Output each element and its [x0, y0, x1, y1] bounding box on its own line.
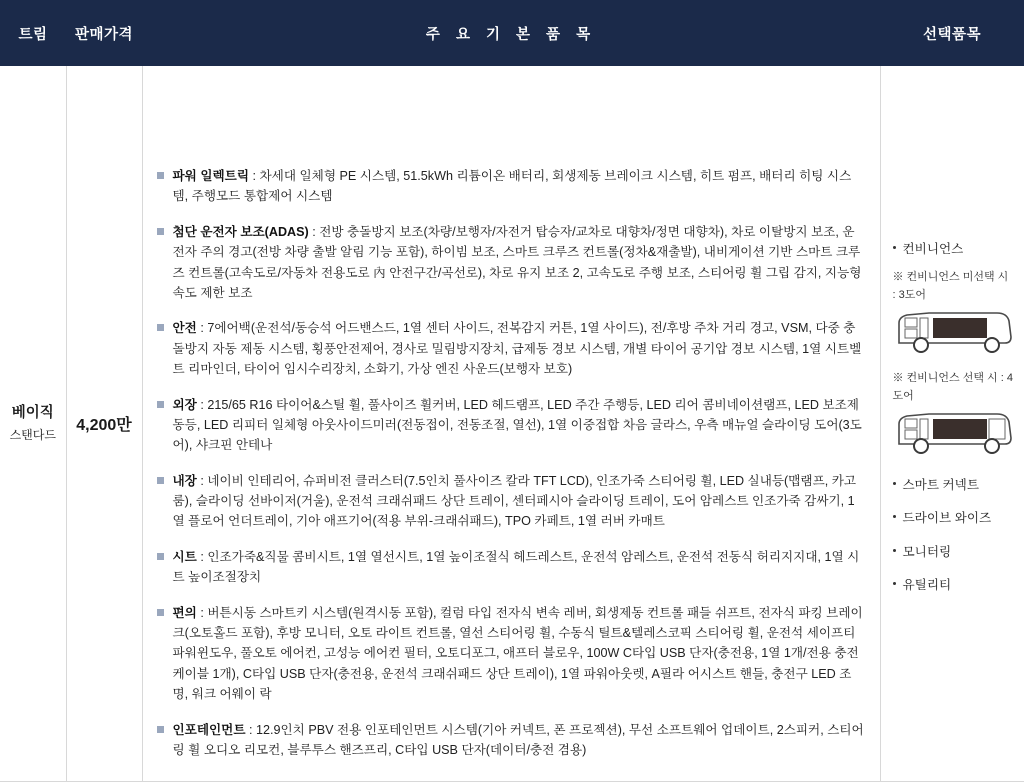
feature-item	[157, 222, 866, 304]
main-features-cell	[142, 66, 880, 782]
dot-bullet-icon	[893, 582, 896, 585]
square-bullet-icon	[157, 477, 164, 484]
trim-subname: 스탠다드	[9, 428, 56, 443]
table-header-row	[0, 0, 1024, 66]
feature-list	[157, 166, 866, 760]
header-option: 선택품목	[880, 0, 1024, 66]
van-3door-figure	[893, 307, 1015, 360]
price-cell: 4,200만	[66, 66, 142, 782]
feature-item	[157, 471, 866, 532]
feature-item	[157, 166, 866, 207]
square-bullet-icon	[157, 609, 164, 616]
feature-item	[157, 318, 866, 379]
square-bullet-icon	[157, 324, 164, 331]
feature-item	[157, 547, 866, 588]
feature-category: 인포테인먼트	[172, 722, 246, 737]
feature-category: 외장	[172, 397, 197, 412]
trim-cell	[0, 66, 66, 782]
feature-category: 시트	[172, 549, 197, 564]
feature-text: : 7에어백(운전석/동승석 어드밴스드, 1열 센터 사이드, 전복감지 커튼, 1열 사이드), 전/후방 주차 거리 경고, VSM, 다중 충돌방지 자동 제동 시스템, 횡풍안전제어, 경사로 밀림방지장치, 급제동 경보 시스템, 개별 타이어 공기압 경보 시스템, 1열 시트벨트 리마인더, 타이어 임시수리장치, 소화기, 가상 엔진 사운드(보행자 보호)	[172, 321, 862, 377]
feature-text: : 버튼시동 스마트키 시스템(원격시동 포함), 컬럼 타입 전자식 변속 레버, 회생제동 컨트롤 패들 쉬프트, 전자식 파킹 브레이크(오토홀드 포함), 후방 모니터, 오토 라이트 컨트롤, 열선 스티어링 휠, 수동식 틸트&텔레스코픽 스티어링 휠, 운전석 세이프티 파워윈도우, 풀오토 에어컨, 고성능 에어컨 필터, 오토디포그, 애프터 블로우, 100W C타입 USB 단자(충전용, 1열 1개/전용 충전 케이블 1개), C타입 USB 단자(충전용, 운전석 크래쉬패드 상단 트레이), 1열 파워아웃렛, A필라 어시스트 핸들, 충전구 LED 조명, 워크 어웨이 락	[172, 605, 863, 702]
feature-text: : 전방 충돌방지 보조(차량/보행자/자전거 탑승자/교차로 대향차/정면 대향차), 차로 이탈방지 보조, 운전자 주의 경고(전방 차량 출발 알림 기능 포함), 하이빔 보조, 스마트 크루즈 컨트롤(정차&재출발), 내비게이션 기반 스마트 크루즈 컨트롤(고속도로/자동차 전용도로 內 안전구간/곡선로), 차로 유지 보조 2, 고속도로 주행 보조, 스티어링 휠 그립 감지, 지능형 속도 제한 보조	[172, 224, 862, 300]
option-item-convenience	[893, 239, 1015, 259]
option-item-drive-wise	[893, 508, 1015, 528]
header-trim: 트림	[0, 0, 66, 66]
option-list	[891, 475, 1015, 595]
option-cell	[880, 66, 1024, 782]
option-label: 모니터링	[902, 544, 952, 559]
feature-item	[157, 603, 866, 705]
feature-category: 내장	[172, 473, 197, 488]
feature-text: : 차세대 일체형 PE 시스템, 51.5kWh 리튬이온 배터리, 회생제동 브레이크 시스템, 히트 펌프, 배터리 히팅 시스템, 주행모드 통합제어 시스템	[172, 169, 852, 204]
feature-category: 파워 일렉트릭	[172, 169, 249, 183]
trim-name: 베이직	[11, 404, 54, 421]
option-label: 스마트 커넥트	[902, 478, 979, 493]
option-label: 컨비니언스	[902, 242, 964, 257]
feature-text: : 12.9인치 PBV 전용 인포테인먼트 시스템(기아 커넥트, 폰 프로젝션), 무선 소프트웨어 업데이트, 2스피커, 스티어링 휠 오디오 리모컨, 블루투스 핸즈프리, C타입 USB 단자(데이터/충전 겸용)	[172, 722, 864, 757]
option-label: 드라이브 와이즈	[902, 511, 992, 526]
dot-bullet-icon	[893, 549, 896, 552]
feature-text: : 네이비 인테리어, 슈퍼비전 클러스터(7.5인치 풀사이즈 칼라 TFT LCD), 인조가죽 스티어링 휠, LED 실내등(맵램프, 카고룸), 슬라이딩 선바이저(거울), 운전석 크래쉬패드 상단 트레이, 센터페시아 슬라이딩 트레이, 도어 암레스트 인조가죽 감싸기, 1열 플로어 언더트레이, 기아 애프기어(적용 부위-크래쉬패드), TPO 카페트, 1열 러버 카매트	[172, 473, 857, 529]
feature-text: : 인조가죽&직물 콤비시트, 1열 열선시트, 1열 높이조절식 헤드레스트, 운전석 암레스트, 운전석 전동식 허리지지대, 1열 시트 높이조절장치	[172, 549, 860, 585]
dot-bullet-icon	[893, 515, 896, 518]
table-row	[0, 66, 1024, 782]
square-bullet-icon	[157, 726, 164, 733]
option-note-3door: ※ 컨비니언스 미선택 시 : 3도어	[892, 271, 1009, 301]
header-main-features: 주 요 기 본 품 목	[142, 0, 880, 66]
dot-bullet-icon	[893, 246, 896, 249]
option-item-monitoring	[893, 542, 1015, 562]
square-bullet-icon	[157, 401, 164, 408]
square-bullet-icon	[157, 228, 164, 235]
header-price: 판매가격	[66, 0, 142, 66]
feature-item	[157, 720, 866, 761]
option-item-smart-connect	[893, 475, 1015, 495]
square-bullet-icon	[157, 553, 164, 560]
option-block	[891, 239, 1015, 595]
option-note-4door: ※ 컨비니언스 선택 시 : 4도어	[892, 372, 1013, 402]
feature-text: : 215/65 R16 타이어&스틸 휠, 풀사이즈 휠커버, LED 헤드램프, LED 주간 주행등, LED 리어 콤비네이션램프, LED 보조제동등, LED 리피터 일체형 아웃사이드미러(전동접이, 전동조절, 열선), 1열 이중접합 차음 글라스, 우측 매뉴얼 슬라이딩 도어(3도어), 샤크핀 안테나	[172, 397, 862, 453]
van-4door-figure	[893, 408, 1015, 461]
square-bullet-icon	[157, 172, 164, 179]
option-label: 유틸리티	[902, 577, 952, 592]
feature-item	[157, 395, 866, 456]
feature-category: 첨단 운전자 보조(ADAS)	[172, 224, 309, 239]
option-item-utility	[893, 575, 1015, 595]
feature-category: 편의	[172, 605, 197, 620]
feature-category: 안전	[172, 321, 197, 336]
dot-bullet-icon	[893, 482, 896, 485]
